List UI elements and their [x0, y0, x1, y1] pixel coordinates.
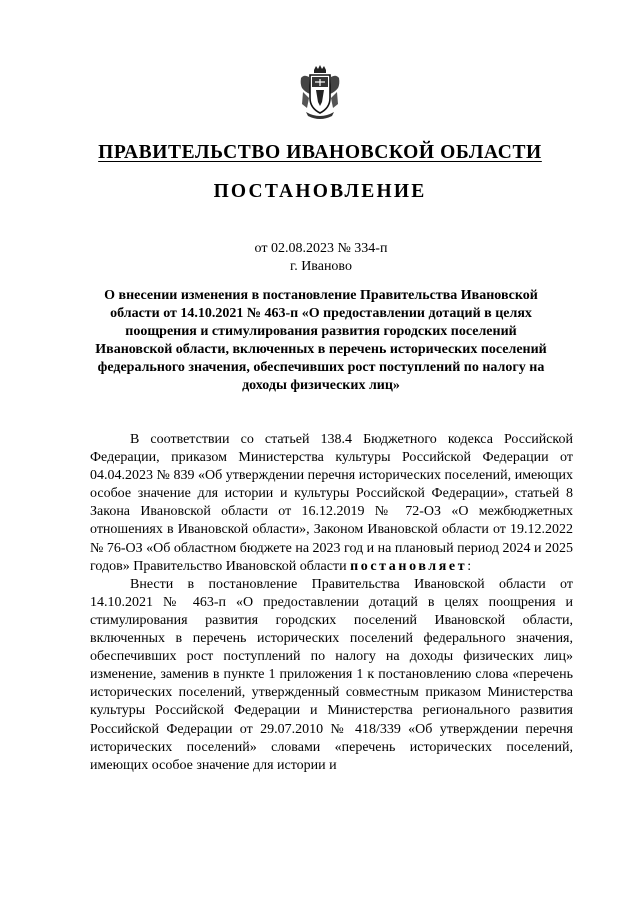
- paragraph-preamble: [90, 431, 573, 576]
- paragraph-amendment: Внести в постановление Правительства Ивановской области от 14.10.2021 № 463-п «О предоставлении дотаций в целях поощрения и стимулирования развития городских поселений Ивановской области, включенных в перечень исторических поселений федерального значения, обеспечивших рост поступлений по налогу на доходы физических лиц» изменение, заменив в пункте 1 приложения 1 к постановлению слова «перечень исторических поселений, утвержденный совместным приказом Министерства культуры Российской Федерации и Министерства регионального развития Российской Федерации от 29.07.2010 № 418/339 «Об утверждении перечня исторических поселений» словами «перечень исторических поселений, имеющих особое значение для истории и: [90, 576, 573, 773]
- document-type-title: ПОСТАНОВЛЕНИЕ: [213, 181, 427, 202]
- date-number: от 02.08.2023 № 334-п: [254, 241, 388, 256]
- government-title: ПРАВИТЕЛЬСТВО ИВАНОВСКОЙ ОБЛАСТИ: [98, 142, 542, 163]
- document-body: [90, 431, 573, 775]
- resolves-word: постановляет: [350, 558, 468, 574]
- document-subject: О внесении изменения в постановление Правительства Ивановской области от 14.10.2021 № 463-п «О предоставлении дотаций в целях поощрения и стимулирования развития городских поселений Ивановской области, включенных в перечень исторических поселений федерального значения, обеспечивших рост поступлений по налогу на доходы физических лиц»: [95, 288, 547, 393]
- preamble-text: В соответствии со статьей 138.4 Бюджетного кодекса Российской Федерации, приказом Министерства культуры Российской Федерации от 04.04.2023 № 839 «Об утверждении перечня исторических поселений, имеющих особое значение для истории и культуры Российской Федерации», статьей 8 Закона Ивановской области от 16.12.2019 № 72-ОЗ «О межбюджетных отношениях в Ивановской области», Законом Ивановской области от 19.12.2022 № 76-ОЗ «Об областном бюджете на 2023 год и на плановый период 2024 и 2025 годов» Правительство Ивановской области: [90, 432, 573, 574]
- coat-of-arms-icon: [298, 64, 342, 120]
- preamble-colon: :: [467, 558, 472, 574]
- document-dateline: [0, 240, 640, 276]
- city-name: г. Иваново: [290, 259, 352, 274]
